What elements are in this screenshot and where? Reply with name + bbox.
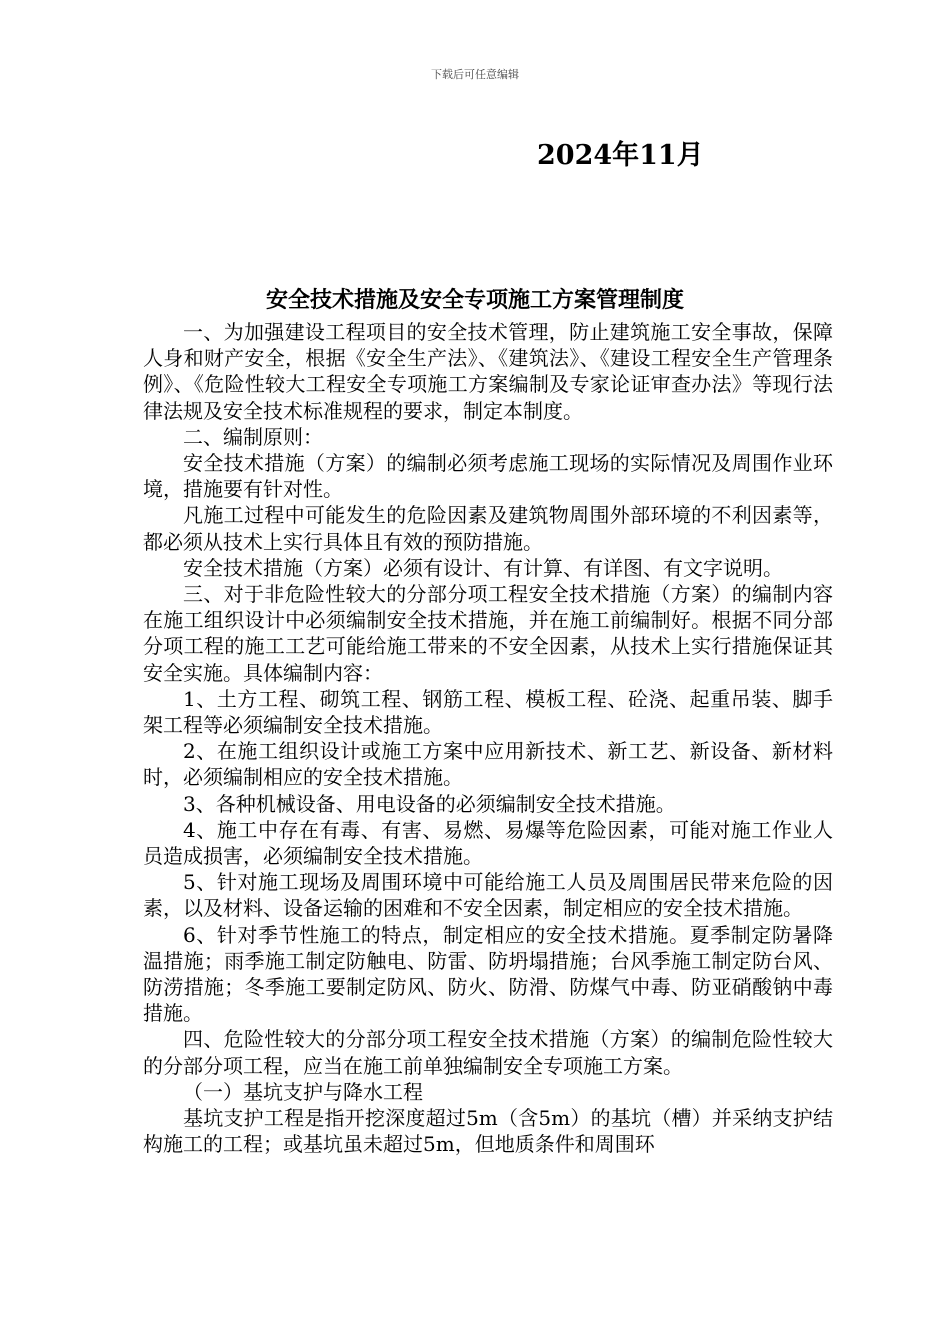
document-body xyxy=(143,319,833,1158)
header-note: 下载后可任意编辑 xyxy=(431,68,519,81)
paragraph: 4、施工中存在有毒、有害、易燃、易爆等危险因素，可能对施工作业人员造成损害，必须编制安全技术措施。 xyxy=(143,817,833,869)
paragraph: 2、在施工组织设计或施工方案中应用新技术、新工艺、新设备、新材料时，必须编制相应的安全技术措施。 xyxy=(143,739,833,790)
paragraph: 一、为加强建设工程项目的安全技术管理，防止建筑施工安全事故，保障人身和财产安全，根据《安全生产法》、《建筑法》、《建设工程安全生产管理条例》、《危险性较大工程安全专项施工方案编制及专家论证审查办法》等现行法律法规及安全技术标准规程的要求，制定本制度。 xyxy=(143,320,833,423)
paragraph: 四、危险性较大的分部分项工程安全技术措施（方案）的编制危险性较大的分部分项工程，应当在施工前单独编制安全专项施工方案。 xyxy=(143,1027,833,1078)
paragraph: 1、土方工程、砌筑工程、钢筋工程、模板工程、砼浇、起重吊装、脚手架工程等必须编制安全技术措施。 xyxy=(143,686,833,738)
paragraph: 凡施工过程中可能发生的危险因素及建筑物周围外部环境的不利因素等，都必须从技术上实行具体且有效的预防措施。 xyxy=(143,503,833,554)
paragraph: 3、各种机械设备、用电设备的必须编制安全技术措施。 xyxy=(183,791,676,816)
paragraph: 安全技术措施（方案）必须有设计、有计算、有详图、有文字说明。 xyxy=(183,555,783,580)
paragraph: 三、对于非危险性较大的分部分项工程安全技术措施（方案）的编制内容在施工组织设计中必须编制安全技术措施，并在施工前编制好。根据不同分部分项工程的施工工艺可能给施工带来的不安全因素，从技术上实行措施保证其安全实施。具体编制内容： xyxy=(143,582,833,685)
document-title: 安全技术措施及安全专项施工方案管理制度 xyxy=(265,287,684,313)
paragraph: 基坑支护工程是指开挖深度超过5m（含5m）的基坑（槽）并采纳支护结构施工的工程；或基坑虽未超过5m，但地质条件和周围环 xyxy=(143,1106,833,1157)
paragraph: 6、针对季节性施工的特点，制定相应的安全技术措施。夏季制定防暑降温措施；雨季施工制定防触电、防雷、防坍塌措施；台风季施工制定防台风、防涝措施；冬季施工要制定防风、防火、防滑、防煤气中毒、防亚硝酸钠中毒措施。 xyxy=(143,922,833,1026)
paragraph: 5、针对施工现场及周围环境中可能给施工人员及周围居民带来危险的因素，以及材料、设备运输的困难和不安全因素，制定相应的安全技术措施。 xyxy=(143,870,833,921)
paragraph: 安全技术措施（方案）的编制必须考虑施工现场的实际情况及周围作业环境，措施要有针对性。 xyxy=(143,451,833,502)
paragraph: 二、编制原则： xyxy=(183,424,323,449)
section-heading: （一）基坑支护与降水工程 xyxy=(183,1079,423,1104)
cover-date: 2024年11月 xyxy=(537,140,704,171)
